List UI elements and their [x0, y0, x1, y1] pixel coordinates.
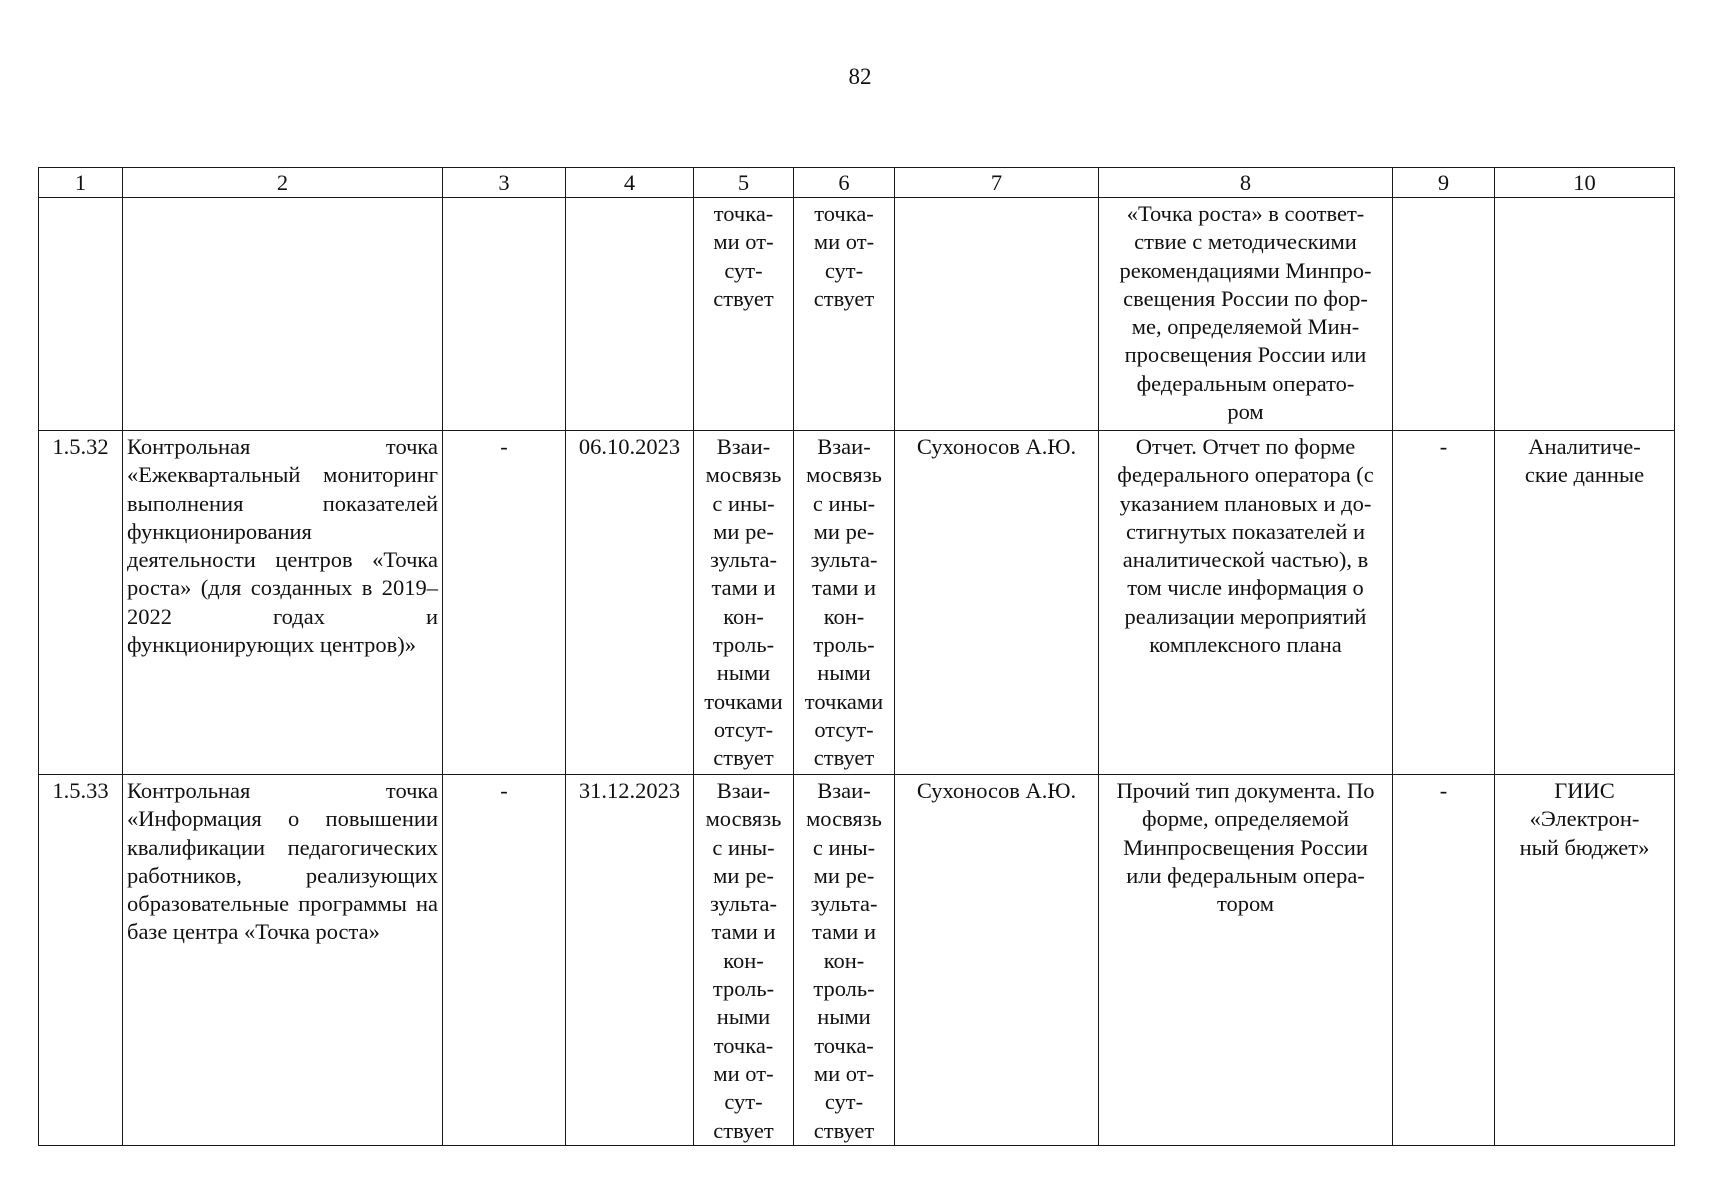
table-row-1-5-33 [39, 775, 1675, 1146]
column-9-cell: - [1393, 431, 1495, 775]
responsible-person-cell: Сухоносов А.Ю. [895, 775, 1099, 1146]
information-system-cell [1495, 198, 1675, 431]
column-header-8: 8 [1099, 168, 1393, 198]
column-3-cell: - [443, 775, 566, 1146]
column-9-cell [1393, 198, 1495, 431]
column-5-cell: точка- ми от- сут- ствует [694, 198, 794, 431]
column-5-cell: Взаи- мосвязь с ины- ми ре- зульта- тами и кон- троль- ными точка- ми от- сут- ствует [694, 775, 794, 1146]
column-header-10: 10 [1495, 168, 1675, 198]
column-header-5: 5 [694, 168, 794, 198]
column-header-7: 7 [895, 168, 1099, 198]
column-number-header-row [39, 168, 1675, 198]
row-number-cell [39, 198, 123, 431]
table-row-continuation [39, 198, 1675, 431]
date-cell [566, 198, 694, 431]
table-row-1-5-32 [39, 431, 1675, 775]
information-system-cell: Аналитиче- ские данные [1495, 431, 1675, 775]
control-point-name-cell: Контрольная точка «Информация о повышении квалификации педагогических работников, реализующих образовательные программы на базе центра «Точка роста» [123, 775, 443, 1146]
column-header-2: 2 [123, 168, 443, 198]
column-header-3: 3 [443, 168, 566, 198]
responsible-person-cell [895, 198, 1099, 431]
information-system-cell: ГИИС «Электрон- ный бюджет» [1495, 775, 1675, 1146]
column-header-1: 1 [39, 168, 123, 198]
document-table [38, 167, 1675, 1146]
column-6-cell: точка- ми от- сут- ствует [794, 198, 895, 431]
column-9-cell: - [1393, 775, 1495, 1146]
column-6-cell: Взаи- мосвязь с ины- ми ре- зульта- тами и кон- троль- ными точка- ми от- сут- ствует [794, 775, 895, 1146]
column-3-cell: - [443, 431, 566, 775]
document-type-cell: Прочий тип документа. По форме, определяемой Минпросвещения России или федеральным опера- тором [1099, 775, 1393, 1146]
column-header-9: 9 [1393, 168, 1495, 198]
row-number-cell: 1.5.33 [39, 775, 123, 1146]
date-cell: 06.10.2023 [566, 431, 694, 775]
date-cell: 31.12.2023 [566, 775, 694, 1146]
responsible-person-cell: Сухоносов А.Ю. [895, 431, 1099, 775]
column-5-cell: Взаи- мосвязь с ины- ми ре- зульта- тами и кон- троль- ными точками отсут- ствует [694, 431, 794, 775]
document-type-cell: «Точка роста» в соответ- ствие с методическими рекомендациями Минпро- свещения России по фор- ме, определяемой Мин- просвещения России или федеральным операто- ром [1099, 198, 1393, 431]
row-number-cell: 1.5.32 [39, 431, 123, 775]
column-header-4: 4 [566, 168, 694, 198]
column-header-6: 6 [794, 168, 895, 198]
column-3-cell [443, 198, 566, 431]
page-number: 82 [848, 64, 872, 89]
control-point-name-cell: Контрольная точка «Ежеквартальный мониторинг выполнения показателей функционирования деятельности центров «Точка роста» (для созданных в 2019–2022 годах и функционирующих центров)» [123, 431, 443, 775]
document-type-cell: Отчет. Отчет по форме федерального оператора (с указанием плановых и до- стигнутых показателей и аналитической частью), в том числе информация о реализации мероприятий комплексного плана [1099, 431, 1393, 775]
column-6-cell: Взаи- мосвязь с ины- ми ре- зульта- тами и кон- троль- ными точками отсут- ствует [794, 431, 895, 775]
control-point-name-cell [123, 198, 443, 431]
